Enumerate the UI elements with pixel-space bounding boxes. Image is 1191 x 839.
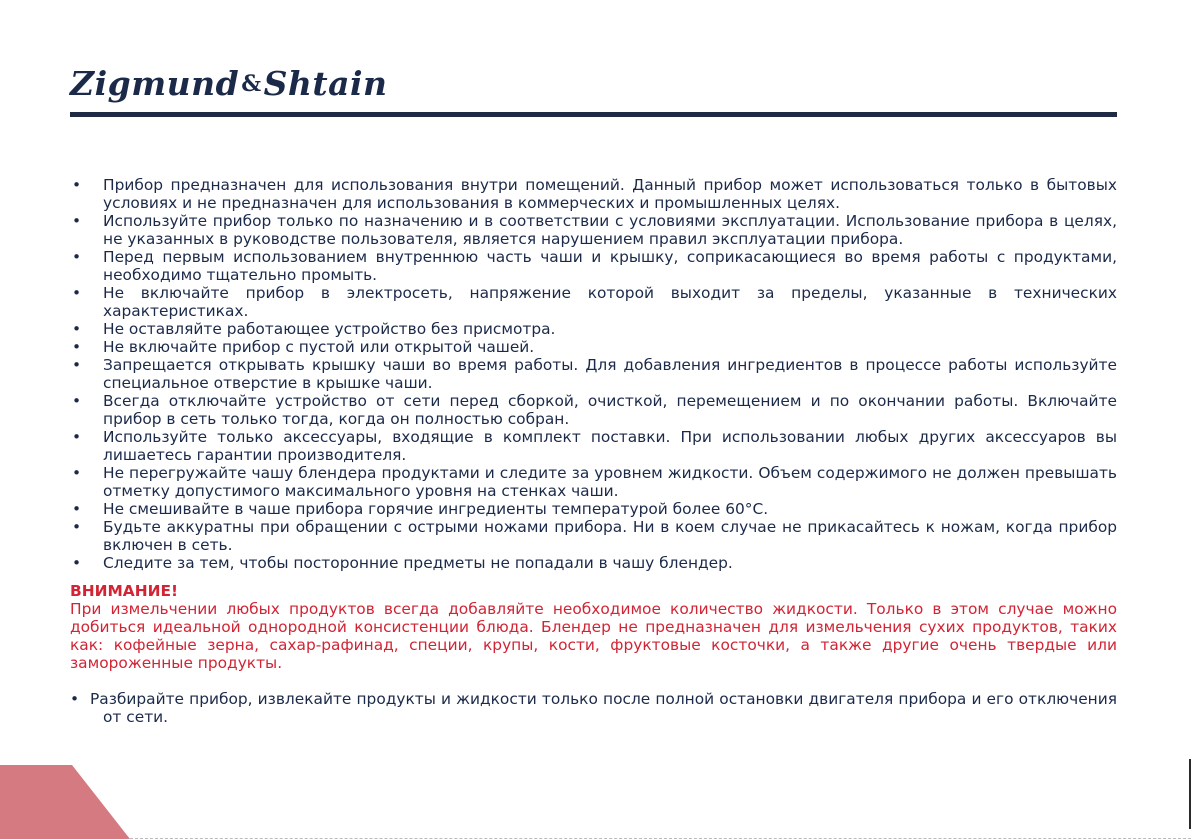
- brand-name-part2: Shtain: [263, 64, 388, 103]
- corner-decoration: [0, 765, 130, 839]
- bullet-icon: •: [72, 518, 82, 536]
- safety-rules-list: [70, 176, 1117, 572]
- list-item: [70, 500, 1117, 518]
- list-item: [70, 320, 1117, 338]
- warning-text: При измельчении любых продуктов всегда добавляйте необходимое количество жидкости. Только в этом случае можно добиться идеальной однородной консистенции блюда. Блендер не предназначен для измельчения сухих продуктов, таких как: кофейные зерна, сахар-рафинад, специи, крупы, кости, фруктовые косточки, а также другие очень твердые или замороженные продукты.: [70, 600, 1117, 672]
- warning-title: ВНИМАНИЕ!: [70, 582, 179, 600]
- warning-block: [70, 582, 1117, 672]
- bullet-icon: •: [72, 248, 82, 266]
- rule-text: Будьте аккуратны при обращении с острыми ножами прибора. Ни в коем случае не прикасайтесь к ножам, когда прибор включен в сеть.: [103, 518, 1117, 554]
- safety-content: [70, 176, 1117, 726]
- rule-text: Используйте прибор только по назначению и в соответствии с условиями эксплуатации. Использование прибора в целях, не указанных в руководстве пользователя, является нарушением правил эксплуатации прибора.: [103, 212, 1117, 248]
- bullet-icon: •: [72, 320, 82, 338]
- rule-text: Прибор предназначен для использования внутри помещений. Данный прибор может использоваться только в бытовых условиях и не предназначен для использования в коммерческих и промышленных целях.: [103, 176, 1117, 212]
- list-item: [70, 212, 1117, 248]
- rule-text: Не включайте прибор в электросеть, напряжение которой выходит за пределы, указанные в технических характеристиках.: [103, 284, 1117, 320]
- rule-text: Всегда отключайте устройство от сети перед сборкой, очисткой, перемещением и по окончании работы. Включайте прибор в сеть только тогда, когда он полностью собран.: [103, 392, 1117, 428]
- list-item: [70, 464, 1117, 500]
- list-item: [70, 176, 1117, 212]
- bullet-icon: •: [72, 392, 82, 410]
- final-note-text: Разбирайте прибор, извлекайте продукты и жидкости только после полной остановки двигателя прибора и его отключения от сети.: [90, 690, 1117, 726]
- bullet-icon: •: [72, 212, 82, 230]
- list-item: [70, 518, 1117, 554]
- header-divider: [70, 112, 1117, 117]
- rule-text: Не включайте прибор с пустой или открытой чашей.: [103, 338, 535, 356]
- bullet-icon: •: [72, 428, 82, 446]
- rule-text: Следите за тем, чтобы посторонние предметы не попадали в чашу блендер.: [103, 554, 733, 572]
- bullet-icon: •: [72, 176, 82, 194]
- rule-text: Используйте только аксессуары, входящие в комплект поставки. При использовании любых других аксессуаров вы лишаетесь гарантии производителя.: [103, 428, 1117, 464]
- list-item: [70, 284, 1117, 320]
- bullet-icon: •: [72, 356, 82, 374]
- list-item: [70, 356, 1117, 392]
- brand-name-part1: Zigmund: [70, 64, 240, 103]
- list-item: [70, 554, 1117, 572]
- bullet-icon: •: [72, 464, 82, 482]
- list-item: [70, 248, 1117, 284]
- bullet-icon: •: [72, 500, 82, 518]
- brand-logo: [70, 62, 388, 106]
- brand-ampersand: &: [241, 71, 262, 97]
- rule-text: Не оставляйте работающее устройство без присмотра.: [103, 320, 556, 338]
- rule-text: Не перегружайте чашу блендера продуктами и следите за уровнем жидкости. Объем содержимого не должен превышать отметку допустимого максимального уровня на стенках чаши.: [103, 464, 1117, 500]
- list-item: [70, 428, 1117, 464]
- rule-text: Запрещается открывать крышку чаши во время работы. Для добавления ингредиентов в процессе работы используйте специальное отверстие в крышке чаши.: [103, 356, 1117, 392]
- bullet-icon: •: [72, 284, 82, 302]
- bullet-icon: •: [72, 338, 82, 356]
- bullet-icon: •: [72, 554, 82, 572]
- rule-text: Перед первым использованием внутреннюю часть чаши и крышку, соприкасающиеся во время работы с продуктами, необходимо тщательно промыть.: [103, 248, 1117, 284]
- list-item: [70, 338, 1117, 356]
- bullet-icon: •: [70, 690, 80, 708]
- rule-text: Не смешивайте в чаше прибора горячие ингредиенты температурой более 60°С.: [103, 500, 769, 518]
- final-note: [70, 690, 1117, 726]
- list-item: [70, 392, 1117, 428]
